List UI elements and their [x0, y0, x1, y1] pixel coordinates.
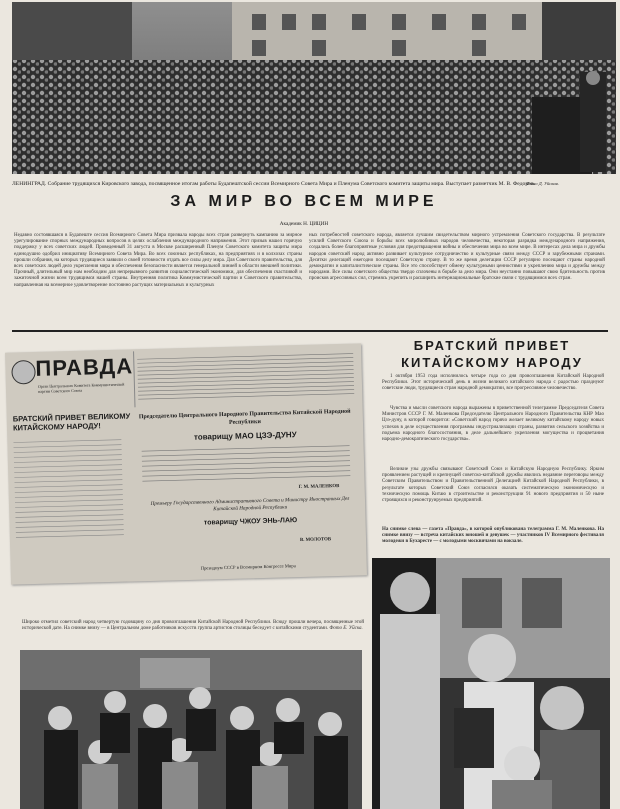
pravda-subtitle: Орган Центрального Комитета Коммунистической партии Советского Союза [37, 381, 125, 394]
article1-column-1: Недавно состоявшаяся в Будапеште сессия Всемирного Совета Мира призвала народы всех стран развернуть кампанию за мирное урегулирование спорных международных вопросов в целях ослабления международного напряжения. Этот призыв нашел горячую поддержку у всех советских людей. Проведенный 31 августа в Москве расширенный Пленум Советского комитета защиты мира единодушно одобрил инициативу Всемирного Совета Мира. Во всех союзных республиках, на предприятиях и в колхозах страны прошли собрания, на которых трудящиеся заявили о своей готовности отдать все силы делу мира. Для Советского правительства, для всех советских людей дело укрепления мира и обеспечения безопасности является генеральной линией в области внешней политики. Прочный, длительный мир нам необходим для непрерывного развития социалистической экономики, для обеспечения счастливой и зажиточной жизни всем трудящимся нашей страны. Внутренняя политика Коммунистической партии и Советского правительства, направленная на всемерное удовлетворение постоянно растущих материальных и культурных [14, 233, 302, 288]
pravda-bottom-line: Президиум СССР в Всемирном Конгрессе Мира [200, 563, 296, 571]
pravda-left-column [13, 436, 126, 569]
newsprint-lines-left [13, 436, 126, 569]
article2-title-line-2: КИТАЙСКОМУ НАРОДУ [401, 355, 583, 370]
pravda-top-columns [135, 348, 356, 406]
article2-title [374, 337, 610, 371]
crowd-photo-illustration [12, 2, 616, 174]
article2-title-line-1: БРАТСКИЙ ПРИВЕТ [413, 338, 571, 353]
top-photo-caption-text: ЛЕНИНГРАД. Собрание трудящихся Кировского завода, посвященное итогам работы Будапештской сессии Всемирного Совета Мира и Пленума Советского комитета защиты мира. Выступает разметчик М. В. Федоров. [12, 181, 535, 187]
pravda-signature-1: Г. М. МАЛЕНКОВ [298, 483, 340, 491]
bottom-left-caption [22, 620, 364, 632]
pravda-headline-3: Премьеру Государственного Административного Совета и Министру Иностранных Дел Китайской Народной Республики [150, 495, 350, 512]
pravda-banner: БРАТСКИЙ ПРИВЕТ ВЕЛИКОМУ КИТАЙСКОМУ НАРОДУ! [12, 411, 131, 433]
pravda-headline-4: товарищу ЧЖОУ ЭНЬ-ЛАЮ [203, 517, 298, 527]
pravda-newspaper [5, 343, 367, 584]
article1-column-2: ных потребностей советского народа, является лучшим свидетельством мирного устремления Советского государства. В результате усилий Советского Союза и борьбы всех миролюбивых народов человечества, некоторая разрядка международного напряжения, создались более благоприятные условия для предотвращения войны и обеспечения мира во всем мире. В интересах дела мира и дружбы народов советский народ активно развивает культурное сотрудничество и культурные связи между СССР и зарубежными странами. Десятки делегаций ежегодно посещают Советскую страну. В то же время делегации СССР регулярно посещают страны народной демократии и капиталистические страны. Все это способствует обмену культурными ценностями и укреплению мира и дружбы между народами. Все силы советского общества твердо сплочены в борьбе за дело мира. Они неустанно повышают свою бдительность против происков агрессивных сил, стремясь укрепить и расширить интернациональные братские связи с трудящимися всех стран. [309, 233, 605, 282]
photo-station-meeting [372, 558, 610, 809]
pravda-headline-1: Председателю Центрального Народного Правительства Китайской Народной Республики [138, 408, 351, 426]
article2-caption: На снимке слева — газета «Правда», в которой опубликована телеграмма Г. М. Маленкова. На снимке внизу — встреча китайских юношей и девушек — участников IV Всемирного фестиваля молодежи в Бухаресте — с молодыми москвичами на вокзале. [382, 527, 604, 545]
top-photo-caption [12, 181, 552, 187]
article2-paragraph-3: Великие узы дружбы связывают Советский Союз и Китайскую Народную Республику. Ярким проявлением растущей и крепнущей советско-китайской дружбы явились недавние переговоры между Советским Правительством и Правительственной Делегацией Китайской Народной Республики, в результате которых Советский Союз согласился оказать систематическую экономическую и техническую помощь Китаю в строительстве и реконструкции 91 нового предприятия и 50 ныне строящихся и реконструируемых предприятий. [382, 467, 604, 504]
article1-author: Академик Н. ЦИЦИН [279, 221, 329, 227]
article1-title: ЗА МИР ВО ВСЕМ МИРЕ [170, 193, 438, 210]
photo-students-artists [20, 650, 362, 809]
pravda-masthead: ПРАВДА [35, 353, 134, 381]
students-photo-illustration [20, 650, 362, 809]
pravda-masthead-box [9, 351, 135, 410]
order-medal-icon [11, 360, 36, 385]
top-photo-crowd [12, 2, 616, 174]
divider-line [12, 330, 608, 332]
pravda-signature-2: В. МОЛОТОВ [299, 537, 332, 544]
newsprint-lines-center [138, 442, 355, 490]
article2-paragraph-2: Чувства и мысли советского народа выражены в приветственной телеграмме Председателя Совета Министров СССР Г. М. Маленкова Председателю Центрального Народного Правительства КНР Мао Цзэ-дуну, в которой говорится: «Советский народ горячо желает великому китайскому народу новых успехов в деле осуществления программы индустриализации страны, развития сельского хозяйства и подъема народного благосостояния, в деле дальнейшего укрепления могущества и процветания народно-демократического государства». [382, 406, 604, 443]
top-photo-credit: Фото Д. Уйская. [526, 181, 559, 186]
pravda-headline-2: товарищу МАО ЦЗЭ-ДУНУ [193, 430, 297, 442]
article2-paragraph-1: 1 октября 1953 года исполнилось четыре года со дня провозглашения Китайской Народной Республики. Этот исторический день в жизни великого китайского народа с радостью празднуют советские люди, трудящиеся стран народной демократии, все прогрессивное человечество. [382, 374, 604, 392]
pravda-telegram-body [138, 442, 355, 490]
bottom-left-credit: Фото Е. Уйска. [329, 626, 363, 632]
newsprint-lines [135, 348, 356, 406]
station-photo-illustration [372, 558, 610, 809]
bottom-left-caption-text: Широко отметил советский народ четвертую годовщину со дня провозглашения Китайской Народной Республики. Всюду прошли вечера, посвященные этой исторической дате. На снимке внизу — в Центральном доме работников искусств группа артистов столицы беседует с китайскими студентами. [22, 620, 364, 632]
